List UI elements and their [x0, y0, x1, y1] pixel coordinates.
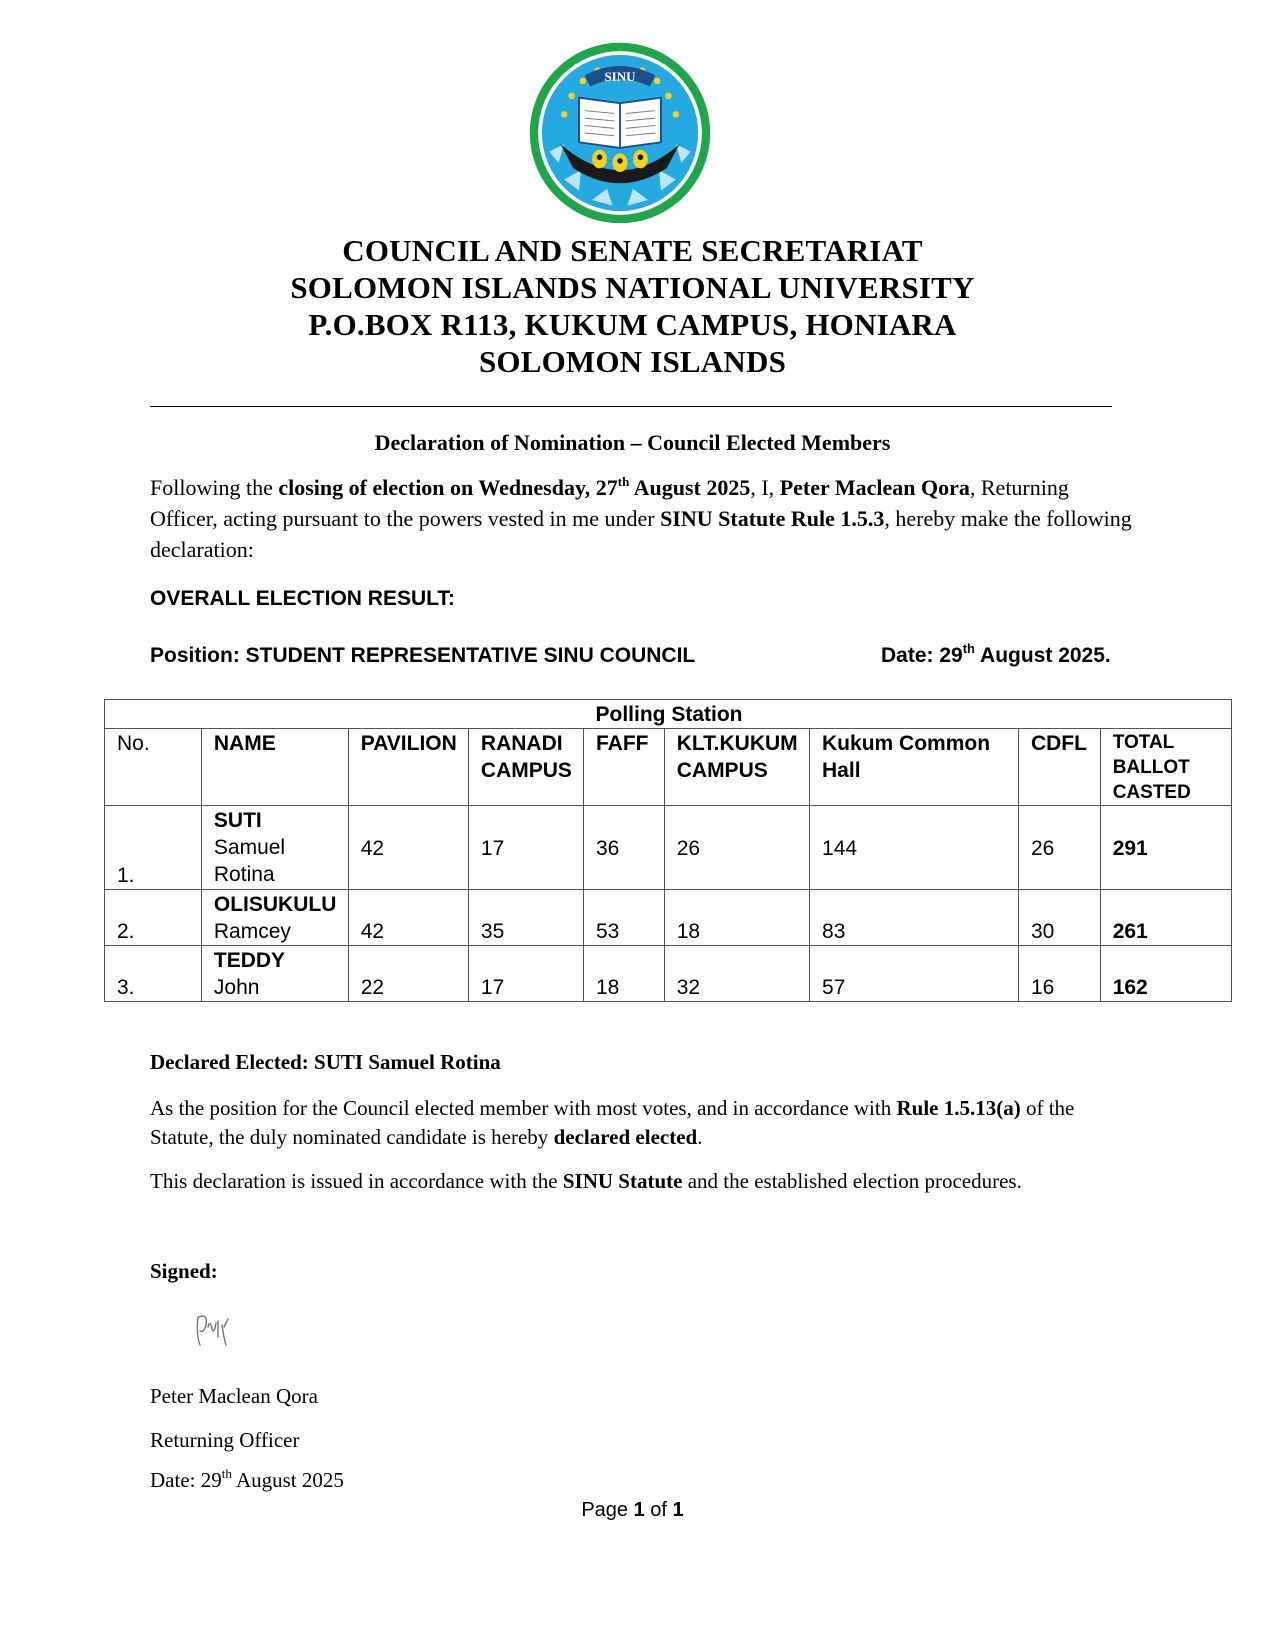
- row-given-name: Samuel: [213, 836, 286, 859]
- row-cdfl: 16: [1018, 946, 1100, 1002]
- row-kukum-hall: 83: [810, 890, 1019, 946]
- sign-date-suffix: August 2025: [231, 1468, 344, 1492]
- declared-elected: Declared Elected: SUTI Samuel Rotina: [150, 1050, 501, 1074]
- sign-date: [150, 1468, 344, 1493]
- row-given-name: Rotina: [213, 863, 275, 886]
- header-ranadi: RANADI CAMPUS: [468, 729, 583, 806]
- accordance-rule: Rule 1.5.13(a): [896, 1096, 1021, 1120]
- header-no: No.: [105, 729, 202, 806]
- row-name: [201, 946, 348, 1002]
- accordance-paragraph: [150, 1094, 1130, 1152]
- table-row: [105, 890, 1232, 946]
- polling-station-header: Polling Station: [105, 700, 1232, 729]
- document-heading: Declaration of Nomination – Council Elected Members: [374, 430, 891, 455]
- accordance-text-3: .: [697, 1125, 703, 1149]
- row-klt: 32: [664, 946, 809, 1002]
- accordance-bold: declared elected: [553, 1125, 698, 1149]
- row-total: 291: [1100, 806, 1231, 890]
- row-klt: 26: [664, 806, 809, 890]
- intro-text-3: , Returning Officer, acting pursuant to the powers vested in me under: [150, 475, 1069, 531]
- row-kukum-hall: 57: [810, 946, 1019, 1002]
- row-pavilion: 42: [348, 806, 468, 890]
- header-pavilion: PAVILION: [348, 729, 468, 806]
- row-klt: 18: [664, 890, 809, 946]
- overall-result-label: OVERALL ELECTION RESULT:: [150, 587, 455, 610]
- header-faff: FAFF: [583, 729, 664, 806]
- table-group-header-row: [105, 700, 1232, 729]
- row-ranadi: 17: [468, 946, 583, 1002]
- page-middle: of: [644, 1499, 673, 1521]
- sign-date-sup: th: [221, 1466, 232, 1481]
- row-kukum-hall: 144: [810, 806, 1019, 890]
- row-ranadi: 35: [468, 890, 583, 946]
- intro-bold-2: August 2025: [629, 475, 751, 500]
- letterhead-line-3: P.O.BOX R113, KUKUM CAMPUS, HONIARA: [308, 307, 957, 342]
- table-row: [105, 806, 1232, 890]
- row-no: 3.: [105, 946, 202, 1002]
- result-date-sup: th: [962, 641, 975, 656]
- page-prefix: Page: [581, 1499, 634, 1521]
- result-date-suffix: August 2025.: [974, 644, 1111, 667]
- letterhead-line-1: COUNCIL AND SENATE SECRETARIAT: [342, 233, 923, 268]
- row-cdfl: 26: [1018, 806, 1100, 890]
- signature-image: [194, 1305, 232, 1349]
- signed-label: Signed:: [150, 1259, 218, 1283]
- intro-paragraph: [150, 472, 1140, 565]
- issued-text-1: This declaration is issued in accordance with the: [150, 1169, 563, 1193]
- issued-text-2: and the established election procedures.: [682, 1169, 1022, 1193]
- signer-name: Peter Maclean Qora: [150, 1384, 318, 1408]
- letterhead: [0, 232, 1265, 380]
- accordance-text-2: of the Statute, the duly nominated candidate is hereby: [150, 1096, 1075, 1149]
- intro-text-2: , I,: [750, 475, 780, 500]
- intro-text-1: Following the: [150, 475, 279, 500]
- header-klt: KLT.KUKUM CAMPUS: [664, 729, 809, 806]
- issued-bold: SINU Statute: [562, 1169, 683, 1193]
- signer-role: Returning Officer: [150, 1428, 300, 1452]
- row-cdfl: 30: [1018, 890, 1100, 946]
- intro-bold-1: closing of election on Wednesday, 27: [278, 475, 618, 500]
- statute-rule: SINU Statute Rule 1.5.3: [660, 506, 885, 531]
- row-name: [201, 806, 348, 890]
- position-line: Position: STUDENT REPRESENTATIVE SINU COUNCIL: [150, 644, 696, 667]
- sign-date-prefix: Date: 29: [150, 1468, 222, 1492]
- header-cdfl: CDFL: [1018, 729, 1100, 806]
- intro-text-4: , hereby make the following declaration:: [150, 506, 1132, 562]
- row-faff: 18: [583, 946, 664, 1002]
- header-divider: [150, 406, 1112, 407]
- returning-officer-name: Peter Maclean Qora: [779, 475, 970, 500]
- row-given-name: John: [213, 976, 260, 999]
- table-header-row: [105, 729, 1232, 806]
- header-name: NAME: [201, 729, 348, 806]
- row-pavilion: 22: [348, 946, 468, 1002]
- logo-text: SINU: [604, 68, 636, 84]
- row-surname: TEDDY: [213, 949, 286, 972]
- accordance-text-1: As the position for the Council elected member with most votes, and in accordance with: [150, 1096, 897, 1120]
- results-table: [104, 699, 1232, 1002]
- row-surname: SUTI: [213, 809, 262, 832]
- row-surname: OLISUKULU: [213, 893, 337, 916]
- row-faff: 36: [583, 806, 664, 890]
- page-number: [0, 1499, 1265, 1522]
- issued-paragraph: [150, 1167, 1150, 1196]
- header-kukum-hall: Kukum Common Hall: [810, 729, 1019, 806]
- result-date: [881, 641, 1111, 668]
- row-total: 261: [1100, 890, 1231, 946]
- row-faff: 53: [583, 890, 664, 946]
- page-current: 1: [633, 1499, 645, 1521]
- row-no: 2.: [105, 890, 202, 946]
- result-date-prefix: Date: 29: [881, 644, 963, 667]
- letterhead-line-2: SOLOMON ISLANDS NATIONAL UNIVERSITY: [290, 270, 975, 305]
- letterhead-line-4: SOLOMON ISLANDS: [478, 344, 787, 379]
- intro-sup: th: [617, 474, 630, 489]
- header-total: TOTAL BALLOT CASTED: [1100, 729, 1231, 806]
- row-pavilion: 42: [348, 890, 468, 946]
- row-no: 1.: [105, 806, 202, 890]
- table-row: [105, 946, 1232, 1002]
- sinu-logo: [527, 40, 713, 226]
- row-total: 162: [1100, 946, 1231, 1002]
- page-total: 1: [672, 1499, 684, 1521]
- row-name: [201, 890, 348, 946]
- row-ranadi: 17: [468, 806, 583, 890]
- row-given-name: Ramcey: [213, 920, 291, 943]
